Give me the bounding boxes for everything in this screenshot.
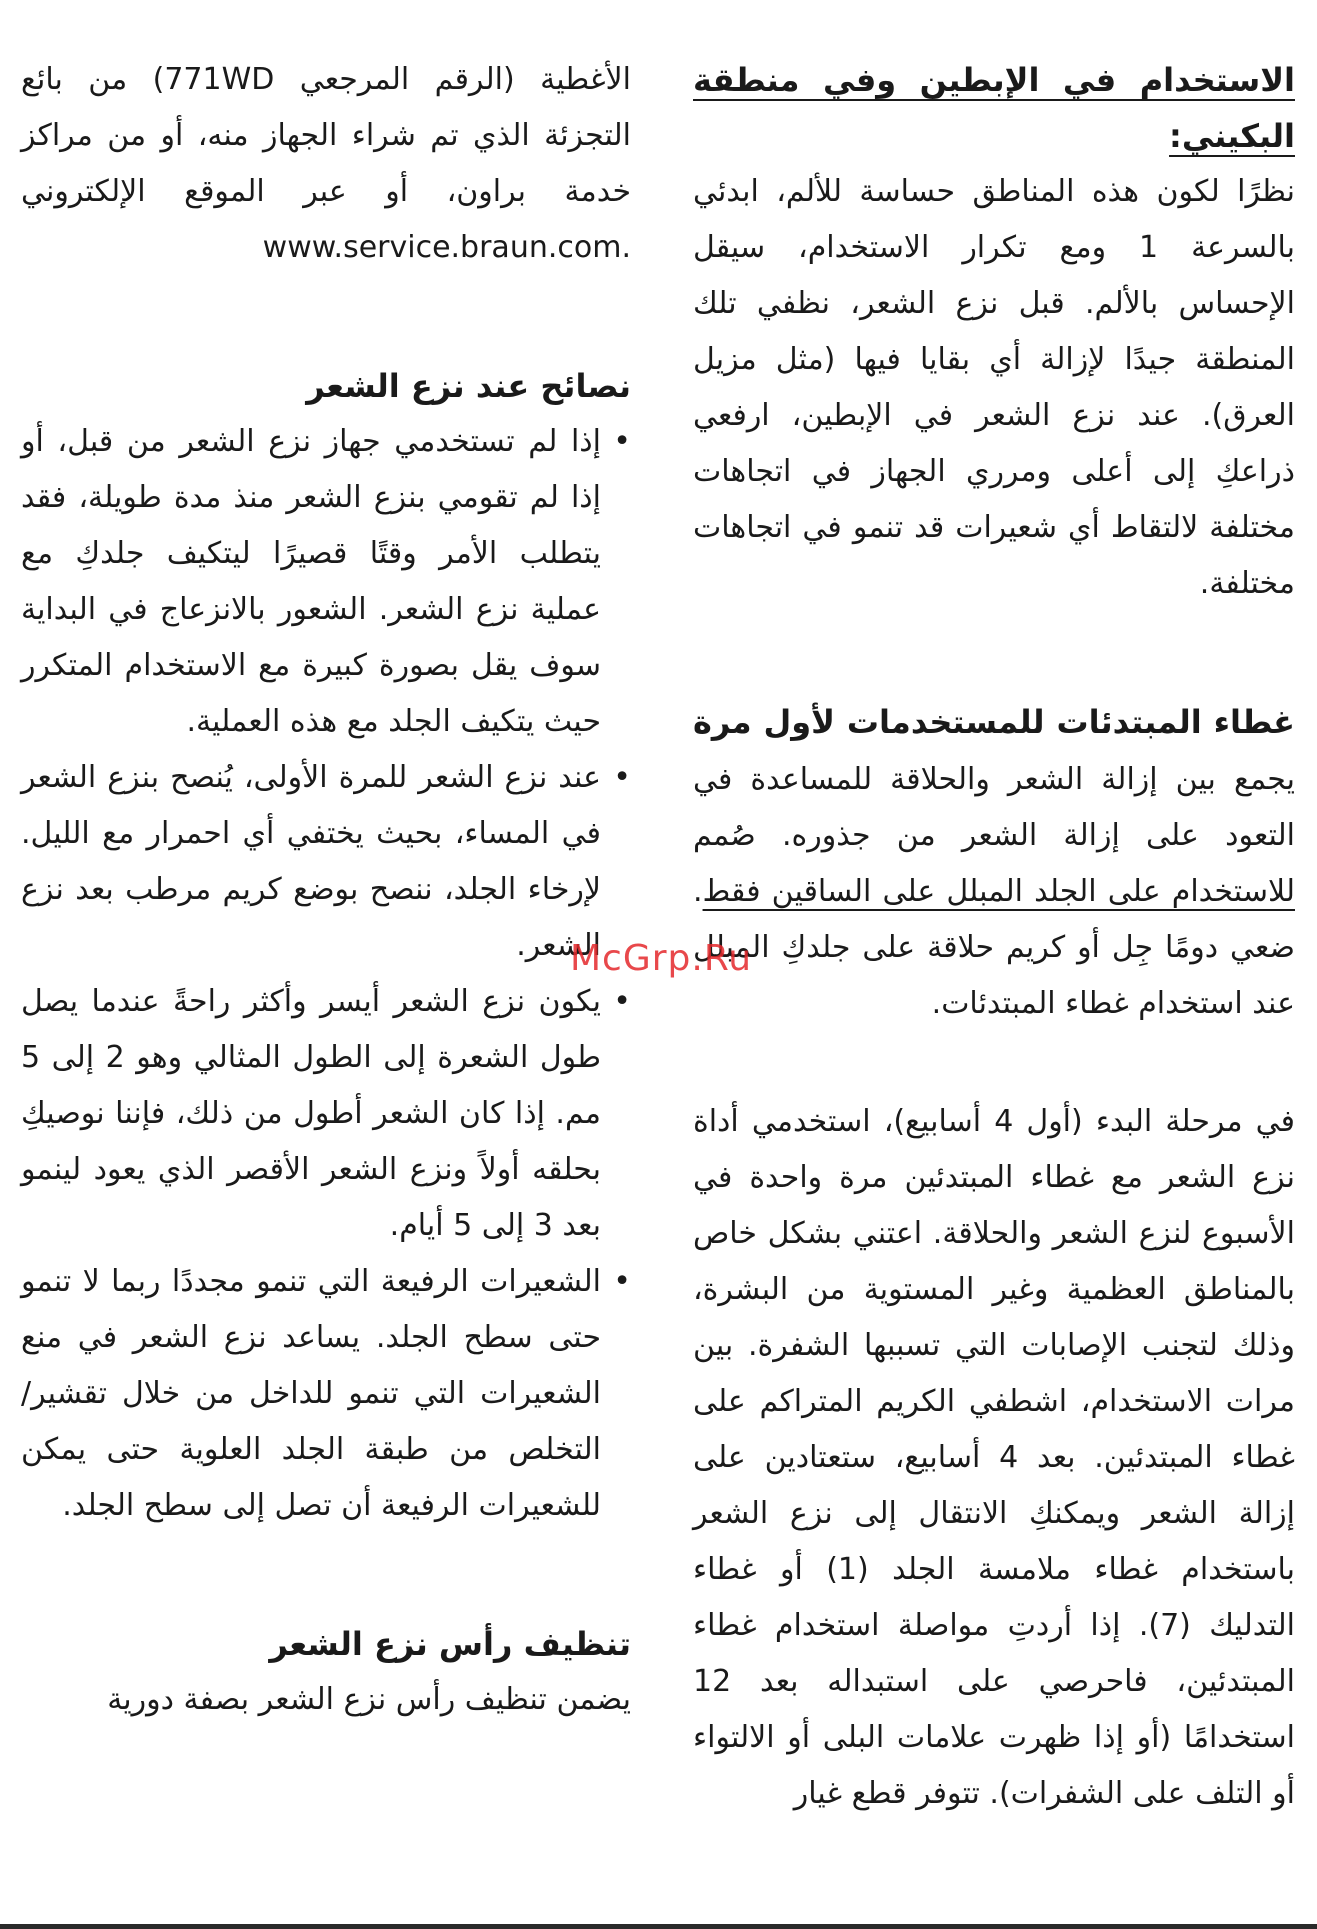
tips-heading: نصائح عند نزع الشعر bbox=[306, 367, 631, 405]
beginner-cap-body-part1: يجمع بين إزالة الشعر والحلاقة للمساعدة في التعود على إزالة الشعر من جذوره. صُمم bbox=[693, 762, 1295, 853]
beginner-cap-paragraph bbox=[693, 694, 1295, 1032]
right-column bbox=[693, 52, 1295, 1822]
tips-list-item: • إذا لم تستخدمي جهاز نزع الشعر من قبل، أو إذا لم تقومي بنزع الشعر منذ مدة طويلة، فقد يتطلب الأمر وقتًا قصيرًا ليتكيف جلدكِ مع عملية نزع الشعر. الشعور بالانزعاج في البداية سوف يقل بصورة كبيرة مع الاستخدام المتكرر حيث يتكيف الجلد مع هذه العملية. bbox=[21, 414, 631, 750]
beginner-cap-heading: غطاء المبتدئات للمستخدمات لأول مرة bbox=[693, 703, 1295, 741]
underarm-heading: الاستخدام في الإبطين وفي منطقة البكيني: bbox=[693, 61, 1295, 155]
bottom-divider bbox=[0, 1924, 1317, 1929]
beginner-cap-body-underlined: للاستخدام على الجلد المبلل على الساقين فقط bbox=[702, 874, 1295, 909]
tips-list-item: • عند نزع الشعر للمرة الأولى، يُنصح بنزع الشعر في المساء، بحيث يختفي أي احمرار مع الليل. لإرخاء الجلد، ننصح بوضع كريم مرطب بعد نزع الشعر. bbox=[21, 750, 631, 974]
underarm-body: نظرًا لكون هذه المناطق حساسة للألم، ابدئي بالسرعة 1 ومع تكرار الاستخدام، سيقل الإحساس بالألم. قبل نزع الشعر، نظفي تلك المنطقة جيدًا لإزالة أي بقايا فيها (مثل مزيل العرق). عند نزع الشعر في الإبطين، ارفعي ذراعكِ إلى أعلى ومرري الجهاز في اتجاهات مختلفة لالتقاط أي شعيرات قد تنمو في اتجاهات مختلفة. bbox=[693, 174, 1296, 601]
watermark-text: McGrp.Ru bbox=[570, 938, 753, 979]
continuation-text: الأغطية (الرقم المرجعي 771WD) من بائع التجزئة الذي تم شراء الجهاز منه، أو من مراكز خدمة براون، أو عبر الموقع الإلكتروني bbox=[21, 62, 631, 209]
tips-list-item: • يكون نزع الشعر أيسر وأكثر راحةً عندما يصل طول الشعرة إلى الطول المثالي وهو 2 إلى 5 مم. إذا كان الشعر أطول من ذلك، فإننا نوصيكِ بحلقه أولاً ونزع الشعر الأقصر الذي يعود لينمو بعد 3 إلى 5 أيام. bbox=[21, 974, 631, 1254]
continuation-paragraph bbox=[21, 52, 631, 276]
start-phase-body: في مرحلة البدء (أول 4 أسابيع)، استخدمي أداة نزع الشعر مع غطاء المبتدئين مرة واحدة في الأسبوع لنزع الشعر والحلاقة. اعتني بشكل خاص بالمناطق العظمية وغير المستوية من البشرة، وذلك لتجنب الإصابات التي تسببها الشفرة. بين مرات الاستخدام، اشطفي الكريم المتراكم على غطاء المبتدئين. بعد 4 أسابيع، ستعتادين على إزالة الشعر ويمكنكِ الانتقال إلى نزع الشعر باستخدام غطاء ملامسة الجلد (1) أو غطاء التدليك (7). إذا أردتِ مواصلة استخدام غطاء المبتدئين، فاحرصي على استبداله بعد 12 استخدامًا (أو إذا ظهرت علامات البلى أو الالتواء أو التلف على الشفرات). تتوفر قطع غيار bbox=[693, 1104, 1295, 1811]
beginner-cap-body-part2: . ضعي دومًا جِل أو كريم حلاقة على جلدكِ المبلل عند استخدام غطاء المبتدئات. bbox=[693, 874, 1295, 1021]
cleaning-body: يضمن تنظيف رأس نزع الشعر بصفة دورية bbox=[107, 1682, 631, 1717]
tips-list-item: • الشعيرات الرفيعة التي تنمو مجددًا ربما لا تنمو حتى سطح الجلد. يساعد نزع الشعر في منع الشعيرات التي تنمو للداخل من خلال تقشير/التخلص من طبقة الجلد العلوية حتى يمكن للشعيرات الرفيعة أن تصل إلى سطح الجلد. bbox=[21, 1254, 631, 1534]
left-column bbox=[21, 52, 631, 1728]
tips-list bbox=[21, 414, 631, 1534]
service-url-link[interactable]: www.service.braun.com. bbox=[262, 230, 631, 265]
cleaning-heading: تنظيف رأس نزع الشعر bbox=[269, 1625, 631, 1663]
